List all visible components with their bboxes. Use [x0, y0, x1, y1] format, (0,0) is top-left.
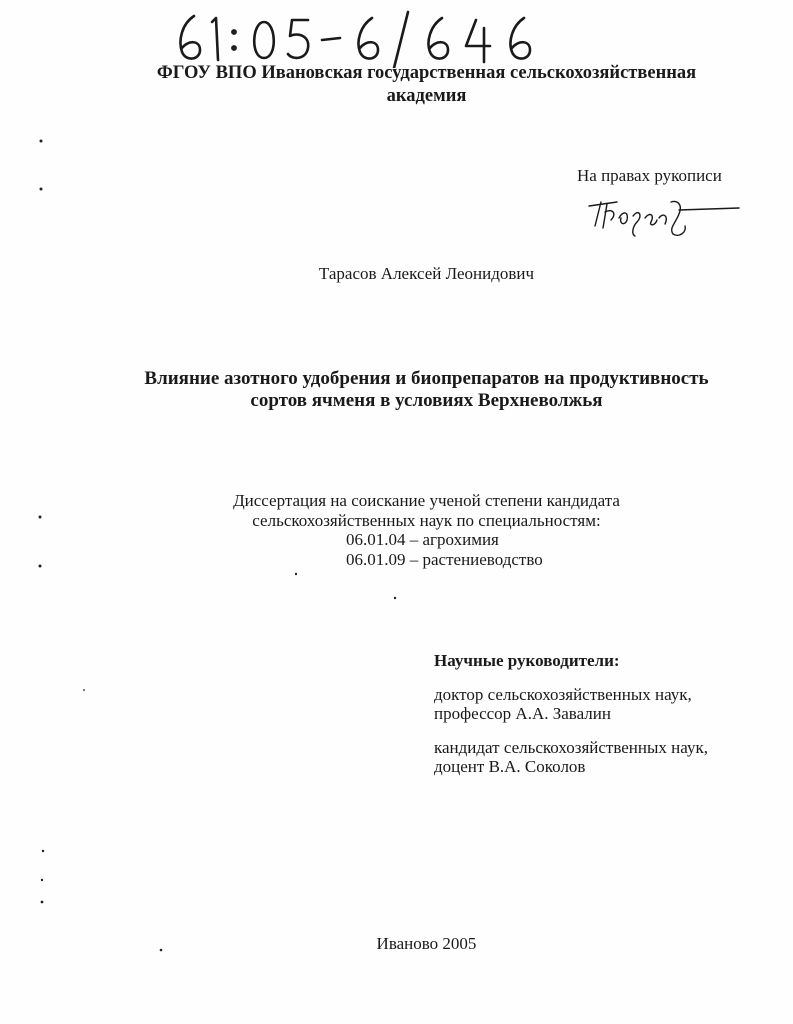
institution-line-2: академия: [386, 86, 467, 106]
supervisors-heading: Научные руководители:: [434, 651, 620, 670]
dissertation-description: [0, 491, 793, 530]
supervisor-degree: доктор сельскохозяйственных наук,: [434, 684, 692, 704]
dissertation-line-2: сельскохозяйственных наук по специальностям:: [252, 510, 601, 530]
title-line-1: Влияние азотного удобрения и биопрепаратов на продуктивность: [144, 368, 709, 389]
author-name: Тарасов Алексей Леонидович: [318, 264, 535, 283]
institution-name: [0, 62, 793, 108]
dissertation-line-1: Диссертация на соискание ученой степени кандидата: [233, 491, 620, 510]
city-year: Иваново 2005: [376, 934, 477, 953]
handwritten-archive-code: [172, 8, 572, 68]
supervisor-name: профессор А.А. Завалин: [434, 704, 611, 723]
author-signature: [583, 188, 743, 248]
title-line-2: сортов ячменя в условиях Верхневолжья: [250, 390, 603, 411]
rights-note: На правах рукописи: [577, 166, 722, 185]
supervisors-section: [434, 651, 708, 791]
signature-drawing: [583, 188, 743, 248]
specialty-list: [346, 530, 543, 569]
supervisor-entry: [434, 738, 708, 777]
institution-line-1: ФГОУ ВПО Ивановская государственная сельскохозяйственная: [156, 63, 697, 83]
supervisor-degree: кандидат сельскохозяйственных наук,: [434, 737, 708, 757]
specialty-item: 06.01.09 – растениеводство: [346, 549, 543, 569]
supervisor-entry: [434, 685, 708, 724]
dissertation-title: [0, 368, 793, 412]
specialty-item: 06.01.04 – агрохимия: [346, 530, 499, 549]
supervisor-name: доцент В.А. Соколов: [434, 757, 586, 776]
handwritten-code-drawing: [172, 8, 572, 68]
